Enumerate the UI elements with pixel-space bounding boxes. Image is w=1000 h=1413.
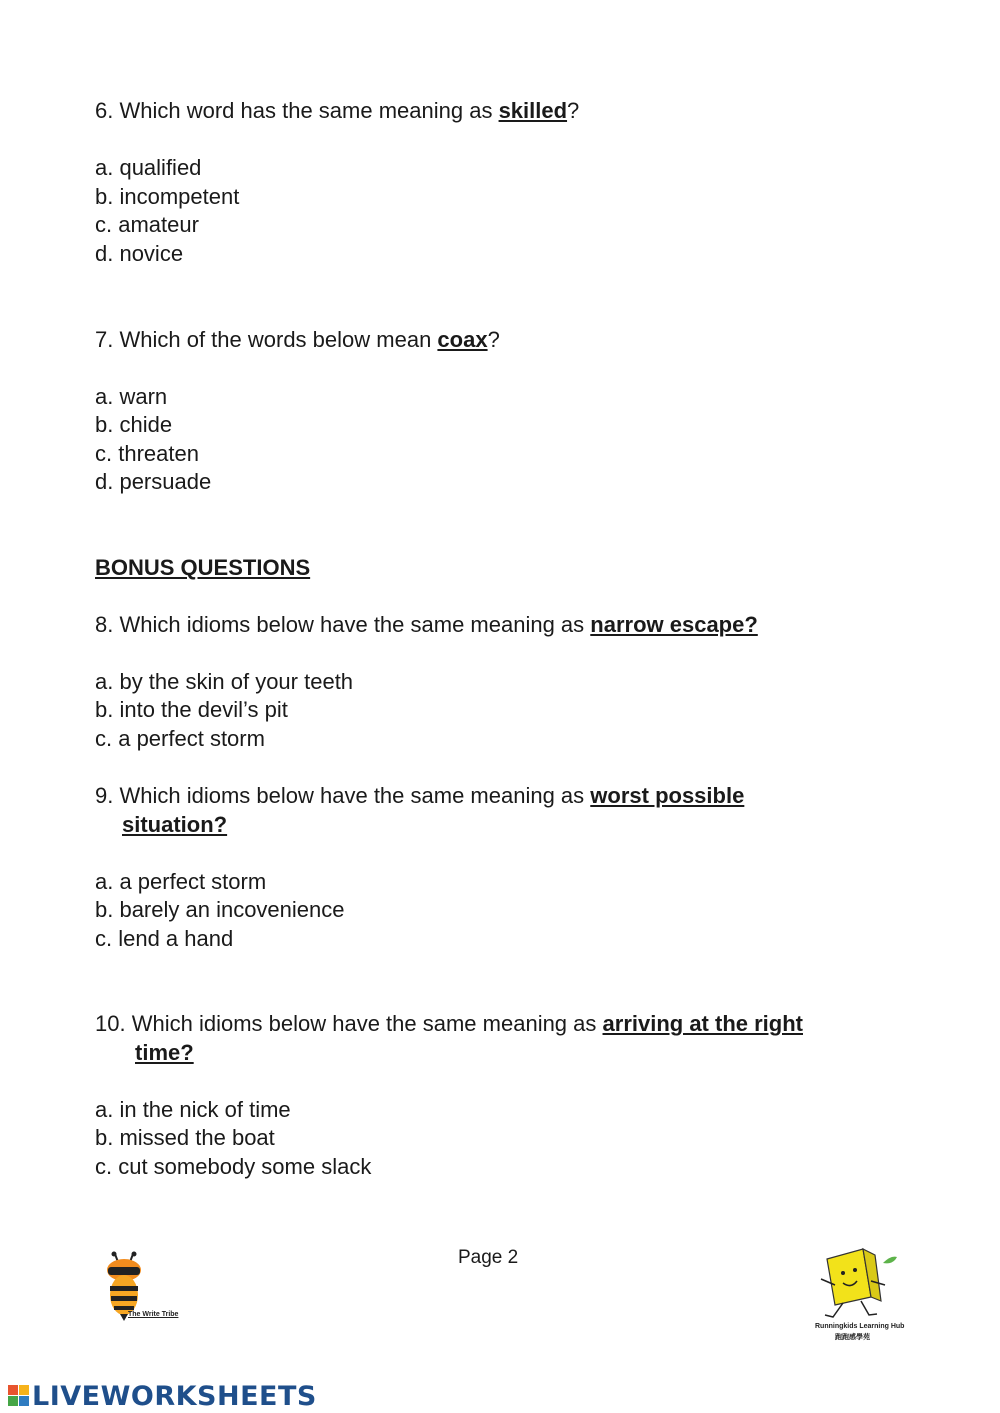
- question-9: 9. Which idioms below have the same meaning as worst possible: [95, 783, 745, 808]
- q7-option-d: d. persuade: [95, 469, 212, 494]
- q10-option-c: c. cut somebody some slack: [95, 1154, 372, 1179]
- q6-option-a: a. qualified: [95, 155, 202, 180]
- question-8: 8. Which idioms below have the same meaning as narrow escape?: [95, 612, 758, 637]
- keyword-arriving-at-the-right: arriving at the right: [602, 1011, 803, 1036]
- liveworksheets-brand[interactable]: [8, 1381, 317, 1411]
- question-6: 6. Which word has the same meaning as skilled?: [95, 98, 580, 123]
- keyword-narrow-escape: narrow escape?: [590, 612, 758, 637]
- keyword-worst-possible: worst possible: [590, 783, 745, 808]
- q7-option-c: c. threaten: [95, 441, 199, 466]
- bonus-questions-heading: BONUS QUESTIONS: [95, 555, 311, 580]
- q8-option-c: c. a perfect storm: [95, 726, 265, 751]
- q8-option-a: a. by the skin of your teeth: [95, 669, 354, 694]
- brand-blocks-icon: [8, 1385, 30, 1407]
- q9-option-c: c. lend a hand: [95, 926, 234, 951]
- q7-option-a: a. warn: [95, 384, 168, 409]
- q6-option-d: d. novice: [95, 241, 184, 266]
- q9-option-b: b. barely an incovenience: [95, 897, 345, 922]
- q10-option-a: a. in the nick of time: [95, 1097, 291, 1122]
- write-tribe-logo: The Write Tribe: [98, 1250, 208, 1330]
- keyword-coax: coax: [437, 327, 488, 352]
- q6-option-b: b. incompetent: [95, 184, 240, 209]
- keyword-situation: situation?: [122, 812, 228, 837]
- q8-option-b: b. into the devil’s pit: [95, 697, 288, 722]
- q10-option-b: b. missed the boat: [95, 1125, 275, 1150]
- question-7: 7. Which of the words below mean coax?: [95, 327, 500, 352]
- running-book-icon: [805, 1245, 905, 1325]
- q9-option-a: a. a perfect storm: [95, 869, 267, 894]
- keyword-time: time?: [135, 1040, 194, 1065]
- learning-hub-logo: Runningkids Learning Hub 跑跑感學苑: [805, 1245, 915, 1345]
- page-number: Page 2: [458, 1247, 519, 1268]
- question-10: 10. Which idioms below have the same meaning as arriving at the right: [95, 1011, 803, 1036]
- brand-name: LIVEWORKSHEETS: [32, 1380, 317, 1412]
- q6-option-c: c. amateur: [95, 212, 199, 237]
- q7-option-b: b. chide: [95, 412, 173, 437]
- keyword-skilled: skilled: [498, 98, 568, 123]
